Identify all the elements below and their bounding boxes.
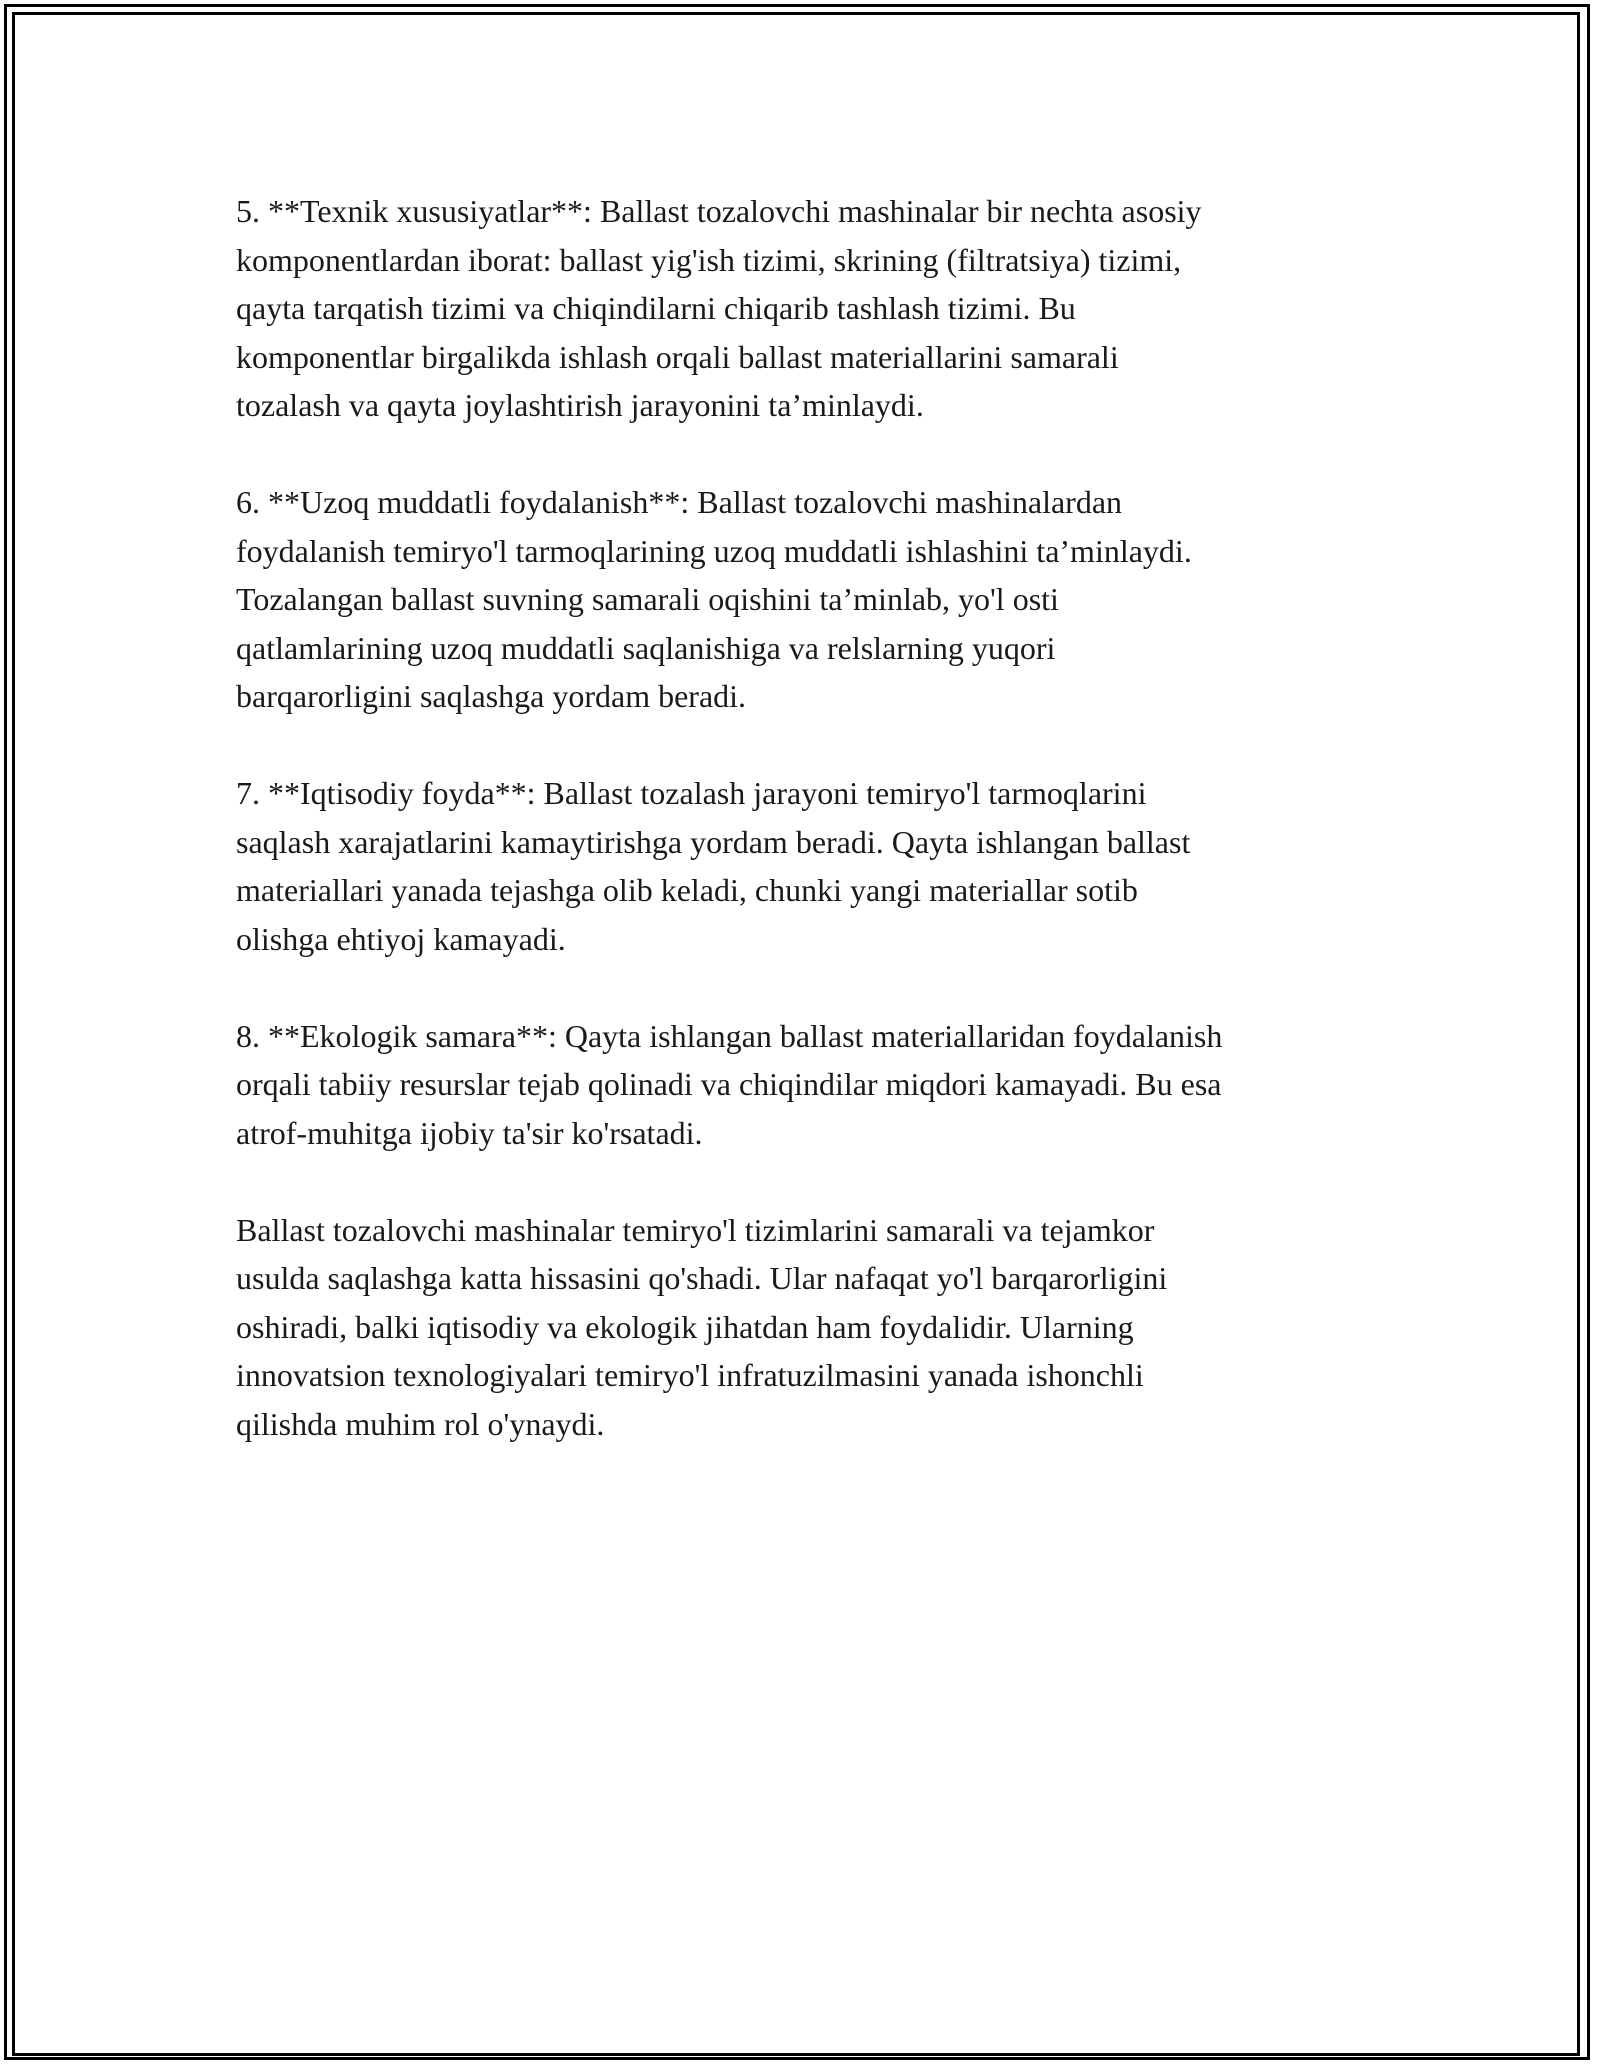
text-line: atrof-muhitga ijobiy ta'sir ko'rsatadi.: [236, 1114, 703, 1151]
text-line: usulda saqlashga katta hissasini qo'shadi. Ular nafaqat yo'l barqarorligini: [236, 1260, 1168, 1296]
paragraph-conclusion: [236, 1206, 1376, 1449]
text-line: 7. **Iqtisodiy foyda**: Ballast tozalash jarayoni temiryo'l tarmoqlarini: [236, 775, 1147, 811]
text-line: komponentlar birgalikda ishlash orqali ballast materiallarini samarali: [236, 338, 1119, 375]
paragraph-ecological-effect: [236, 1012, 1376, 1158]
text-line: qayta tarqatish tizimi va chiqindilarni chiqarib tashlash tizimi. Bu: [236, 290, 1076, 326]
text-line: tozalash va qayta joylashtirish jarayonini ta’minlaydi.: [236, 387, 924, 423]
document-body: [236, 187, 1376, 1497]
text-line: 5. **Texnik xususiyatlar**: Ballast tozalovchi mashinalar bir nechta asosiy: [236, 193, 1202, 229]
text-line: foydalanish temiryo'l tarmoqlarining uzoq muddatli ishlashini ta’minlaydi.: [236, 532, 1192, 569]
paragraph-long-term-use: [236, 478, 1376, 721]
text-line: qatlamlarining uzoq muddatli saqlanishiga va relslarning yuqori: [236, 629, 1056, 666]
text-line: Tozalangan ballast suvning samarali oqishini ta’minlab, yo'l osti: [236, 581, 1059, 617]
paragraph-economic-benefit: [236, 769, 1376, 963]
text-line: innovatsion texnologiyalari temiryo'l infratuzilmasini yanada ishonchli: [236, 1357, 1144, 1393]
text-line: Ballast tozalovchi mashinalar temiryo'l tizimlarini samarali va tejamkor: [236, 1211, 1155, 1248]
text-line: orqali tabiiy resurslar tejab qolinadi va chiqindilar miqdori kamayadi. Bu esa: [236, 1066, 1222, 1102]
paragraph-technical-features: [236, 187, 1376, 430]
text-line: saqlash xarajatlarini kamaytirishga yordam beradi. Qayta ishlangan ballast: [236, 823, 1191, 860]
text-line: 8. **Ekologik samara**: Qayta ishlangan ballast materiallaridan foydalanish: [236, 1017, 1223, 1054]
text-line: olishga ehtiyoj kamayadi.: [236, 920, 566, 957]
text-line: 6. **Uzoq muddatli foydalanish**: Ballast tozalovchi mashinalardan: [236, 484, 1123, 520]
text-line: materiallari yanada tejashga olib keladi, chunki yangi materiallar sotib: [236, 872, 1138, 908]
text-line: oshiradi, balki iqtisodiy va ekologik jihatdan ham foydalidir. Ularning: [236, 1308, 1134, 1345]
text-line: qilishda muhim rol o'ynaydi.: [236, 1405, 605, 1442]
text-line: barqarorligini saqlashga yordam beradi.: [236, 678, 747, 714]
text-line: komponentlardan iborat: ballast yig'ish tizimi, skrining (filtratsiya) tizimi,: [236, 241, 1182, 278]
